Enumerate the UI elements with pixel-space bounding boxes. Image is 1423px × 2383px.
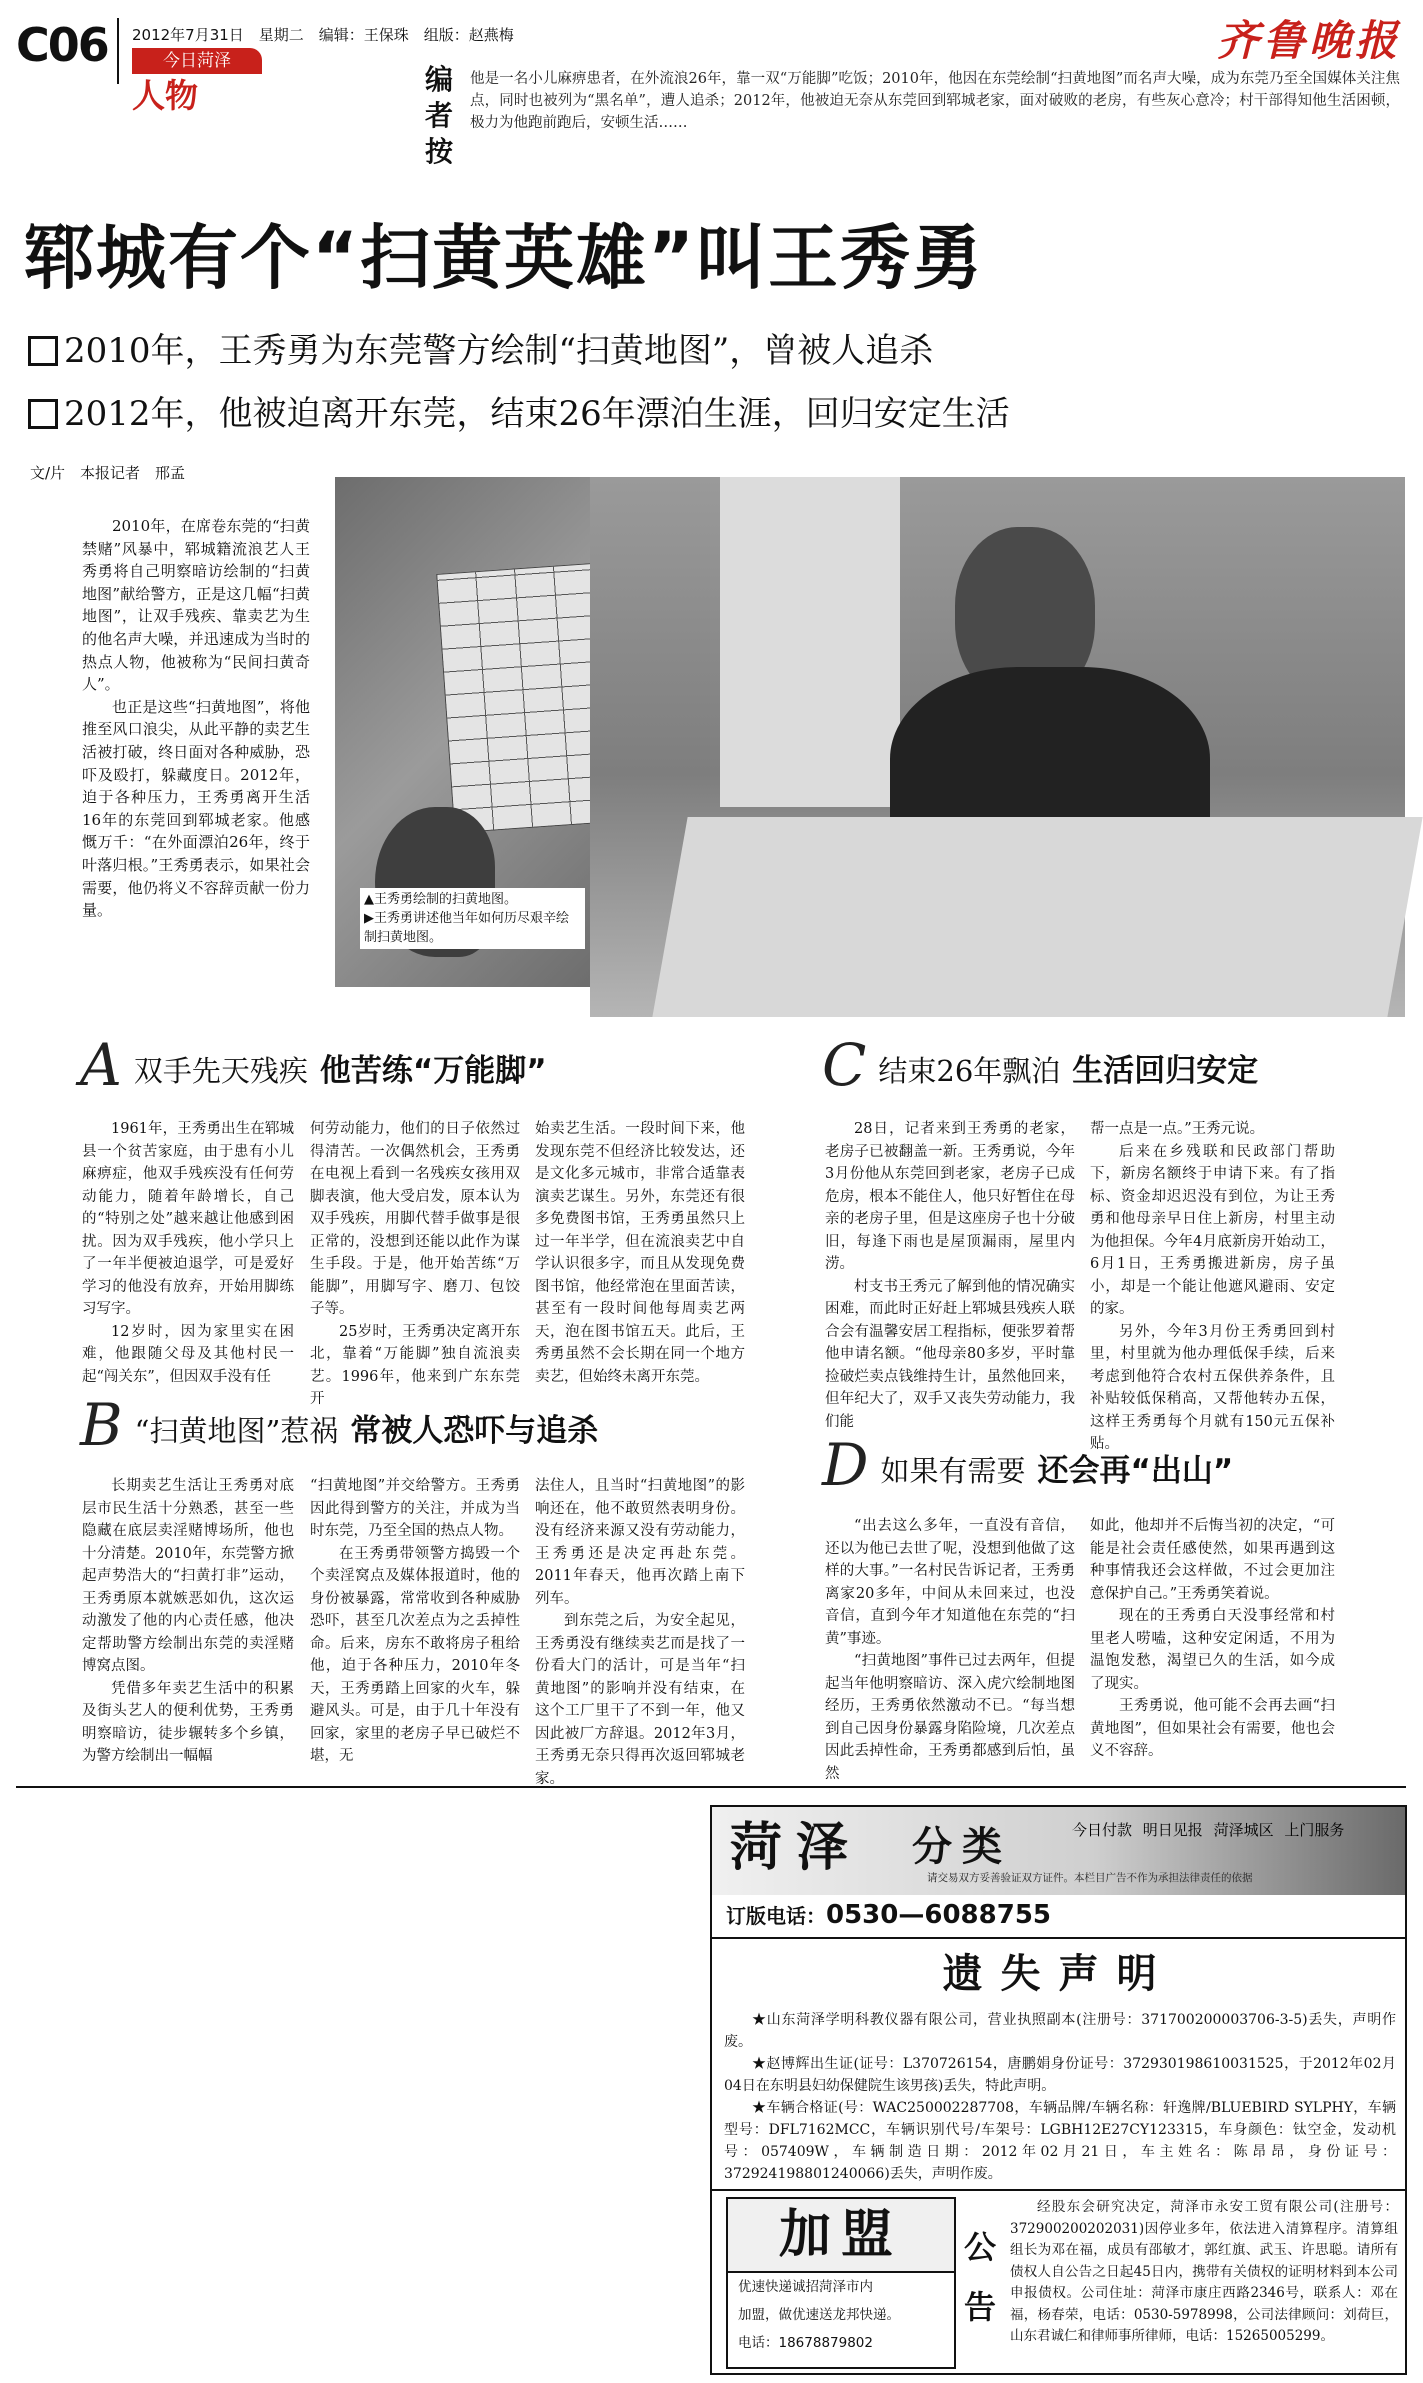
section-subtitle: 还会再“出山” bbox=[1037, 1453, 1234, 1489]
section-b-header bbox=[80, 1391, 599, 1459]
ad-slogan: 菏泽城区 bbox=[1213, 1821, 1274, 1839]
ad-banner bbox=[712, 1807, 1405, 1895]
headline: 郓城有个“扫黄英雄”叫王秀勇 bbox=[24, 217, 985, 299]
dateline: 2012年7月31日 星期二 编辑：王保珠 组版：赵燕梅 bbox=[132, 26, 514, 44]
section-b-col-2 bbox=[310, 1475, 520, 1775]
section-a-col-2 bbox=[310, 1118, 520, 1407]
paragraph: 到东莞之后，为安全起见，王秀勇没有继续卖艺而是找了一份看大门的活计，可是当年“扫黄地图”的影响并没有结束，在这个工厂里干了不到一年，他又因此被厂方辞退。2012年3月，王秀勇无奈只得再次返回郓城老家。 bbox=[535, 1613, 745, 1787]
ad-tagline: 请交易双方妥善验证双方证件。本栏目广告不作为承担法律责任的依据 bbox=[927, 1872, 1253, 1884]
section-a-header bbox=[80, 1031, 547, 1099]
ad-slogan: 明日见报 bbox=[1142, 1821, 1203, 1839]
notice-item: ★赵博辉出生证(证号：L370726154，唐鹏娟身份证号：37293019861003152​5，于2012年02月04日在东明县妇幼保健院生该男孩)丢失，特此声明。 bbox=[724, 2056, 1396, 2094]
paragraph: 帮一点是一点。”王秀元说。 bbox=[1090, 1121, 1265, 1137]
paragraph: 王秀勇说，他可能不会再去画“扫黄地图”，但如果社会有需要，他也会义不容辞。 bbox=[1090, 1698, 1335, 1759]
notice-title: 遗失声明 bbox=[942, 1950, 1175, 1997]
subhead-1 bbox=[28, 327, 933, 375]
join-line: 电话：18678879802 bbox=[738, 2335, 873, 2351]
section-subtitle: 常被人恐吓与追杀 bbox=[350, 1413, 599, 1449]
ad-phone-number: 0530—6088755 bbox=[826, 1900, 1051, 1930]
ad-slogans bbox=[1072, 1819, 1344, 1840]
section-title: “扫黄地图”惹祸 bbox=[134, 1414, 339, 1448]
editor-note-label: 编者按 bbox=[425, 63, 454, 168]
article-bottom-rule bbox=[16, 1786, 1406, 1788]
join-line: 加盟，做优速送龙邦快递。 bbox=[738, 2307, 900, 2323]
section-letter: C bbox=[822, 1031, 867, 1099]
ad-slogan: 上门服务 bbox=[1284, 1821, 1345, 1839]
section-b-col-1 bbox=[82, 1475, 294, 1775]
section-a-col-1 bbox=[82, 1118, 294, 1388]
paragraph: 25岁时，王秀勇决定离开东北，靠着“万能脚”独自流浪卖艺。1996年，他来到广东东莞开 bbox=[310, 1323, 520, 1407]
section-b-col-3 bbox=[535, 1475, 745, 1787]
section-letter: D bbox=[822, 1431, 869, 1499]
section-c-header bbox=[822, 1031, 1259, 1099]
subhead-2-text: 2012年，他被迫离开东莞，结束26年漂泊生涯，回归安定生活 bbox=[64, 394, 1010, 434]
paragraph: 如此，他却并不后悔当初的决定，“可能是社会责任感使然，如果再遇到这种事情我还会这样做，不过会更加注意保护自己。”王秀勇笑着说。 bbox=[1090, 1518, 1335, 1602]
page-number: C06 bbox=[16, 18, 108, 72]
paragraph: 始卖艺生活。一段时间下来，他发现东莞不但经济比较发达，还是文化多元城市，非常合适靠表演卖艺谋生。另外，东莞还有很多免费图书馆，王秀勇虽然只上过一年半学，但在流浪卖艺中自学认识很多字，而且从发现免费图书馆，他经常泡在里面苦读，甚至有一段时间他每周卖艺两天，泡在图书馆五天。此后，王秀勇虽然不会长期在同一个地方卖艺，但始终未离开东莞。 bbox=[535, 1121, 745, 1385]
section-tag: 今日菏泽 bbox=[132, 48, 262, 74]
section-d-col-1 bbox=[825, 1515, 1075, 1782]
ad-brand-2: 分类 bbox=[912, 1823, 1012, 1870]
paragraph: 凭借多年卖艺生活中的积累及街头艺人的便利优势，王秀勇明察暗访，徒步辗转多个乡镇，为警方绘制出一幅幅 bbox=[82, 1680, 294, 1764]
ad-divider bbox=[712, 2189, 1405, 2191]
paragraph: 长期卖艺生活让王秀勇对底层市民生活十分熟悉，甚至一些隐藏在底层卖淫赌博场所，他也十分清楚。2010年，东莞警方掀起声势浩大的“扫黄打非”运动，王秀勇原本就嫉恶如仇，这次运动激发了他的内心责任感，他决定帮助警方绘制出东莞的卖淫赌博窝点图。 bbox=[82, 1478, 294, 1674]
ad-phone bbox=[726, 1899, 1051, 1932]
intro-paragraph: 也正是这些“扫黄地图”，将他推至风口浪尖，从此平静的卖艺生活被打破，终日面对各种威胁，恐吓及殴打，躲藏度日。2012年，迫于各种压力，王秀勇离开生活16年的东莞回到郓城老家。他感慨万千：“在外面漂泊26年，终于叶落归根。”王秀勇表示，如果社会需要，他仍将义不容辞贡献一份力量。 bbox=[82, 697, 310, 920]
section-title: 如果有需要 bbox=[880, 1454, 1026, 1488]
section-subtitle: 他苦练“万能脚” bbox=[319, 1053, 547, 1089]
ad-brand: 菏泽 bbox=[730, 1817, 863, 1878]
intro-paragraph: 2010年，在席卷东莞的“扫黄禁赌”风暴中，郓城籍流浪艺人王秀勇将自己明察暗访绘制的“扫黄地图”献给警方，正是这几幅“扫黄地图”，让双手残疾、靠卖艺为生的他名声大噪，并迅速成为当时的热点人物，他被称为“民间扫黄奇人”。 bbox=[82, 517, 310, 694]
notice-item: ★车辆合格证(号：WAC250002287708，车辆品牌/车辆名称：轩逸牌/BLUEBIRD SYLPHY，车辆型号：DFL7162MCC，车辆识别代号/车架号：LGBH12E27CY123315，车身颜色：钛空金，发动机号：057409W，车辆制造日期：2012年02月21日，车主姓名：陈昂昂，身份证号：372924198801240066)丢失，声明作废。 bbox=[724, 2100, 1396, 2182]
section-letter: B bbox=[80, 1391, 123, 1459]
join-line: 优速快递诚招菏泽市内 bbox=[738, 2279, 873, 2295]
intro-column bbox=[82, 515, 310, 995]
announce-title: 公告 bbox=[964, 2228, 997, 2326]
section-letter: A bbox=[80, 1031, 122, 1099]
announce-text: 经股东会研究决定，菏泽市永安工贸有限公司(注册号：372900200202031)因停业多年，依法进入清算程序。清算组组长为邓在福，成员有邵敏才，郭红旗、武玉、许思聪。请所有债权人自公告之日起45日内，携带有关债权的证明材料到本公司申报债权。公司住址：菏泽市康庄西路2346号，联系人：邓在福，杨春荣，电话：0530-5978998，公司法律顾问：刘荷巨，山东君诚仁和律师事所律师，电话：15265005299。 bbox=[1010, 2199, 1398, 2344]
paragraph: “扫黄地图”并交给警方。王秀勇因此得到警方的关注，并成为当时东莞，乃至全国的热点人物。 bbox=[310, 1478, 520, 1539]
ad-slogan: 今日付款 bbox=[1072, 1821, 1133, 1839]
paragraph: 何劳动能力，他们的日子依然过得清苦。一次偶然机会，王秀勇在电视上看到一名残疾女孩用双脚表演，他大受启发，原本认为双手残疾，用脚代替手做事是很正常的，没想到还能以此作为谋生手段。于是，他开始苦练“万能脚”，用脚写字、磨刀、包饺子等。 bbox=[310, 1121, 520, 1317]
notice-list bbox=[724, 2009, 1396, 2185]
paragraph: 1961年，王秀勇出生在郓城县一个贫苦家庭，由于患有小儿麻痹症，他双手残疾没有任何劳动能力，随着年龄增长，自己的“特别之处”越来越让他感到困扰。因为双手残疾，他小学只上了一年半便被迫退学，可是爱好学习的他没有放弃，开始用脚练习写字。 bbox=[82, 1121, 294, 1317]
checkbox-icon bbox=[28, 399, 58, 429]
paragraph: 法住人，且当时“扫黄地图”的影响还在，他不敢贸然表明身份。没有经济来源又没有劳动能力，王秀勇还是决定再赴东莞。2011年春天，他再次踏上南下列车。 bbox=[535, 1478, 745, 1607]
paragraph: “扫黄地图”事件已过去两年，但提起当年他明察暗访、深入虎穴绘制地图经历，王秀勇依然激动不已。“每当想到自己因身份暴露身陷险境，几次差点因此丢掉性命，王秀勇都感到后怕，虽然 bbox=[825, 1653, 1075, 1782]
paragraph: 在王秀勇带领警方捣毁一个个卖淫窝点及媒体报道时，他的身份被暴露，常常收到各种威胁恐吓，甚至几次差点为之丢掉性命。后来，房东不敢将房子租给他，迫于各种压力，2010年冬天，王秀勇踏上回家的火车，躲避风头。可是，由于几十年没有回家，家里的老房子早已破烂不堪，无 bbox=[310, 1545, 520, 1764]
poster-sheet bbox=[720, 477, 900, 807]
section-d-col-2 bbox=[1090, 1515, 1335, 1777]
section-c-col-1 bbox=[825, 1118, 1075, 1430]
paragraph: 12岁时，因为家里实在困难，他跟随父母及其他村民一起“闯关东”，但因双手没有任 bbox=[82, 1323, 294, 1385]
editor-note-text: 他是一名小儿麻痹患者，在外流浪26年，靠一双“万能脚”吃饭；2010年，他因在东莞绘制“扫黄地图”而名声大噪，成为东莞乃至全国媒体关注焦点，同时也被列为“黑名单”，遭人追杀；2012年，他被迫无奈从东莞回到郓城老家，面对破败的老房，有些灰心意冷；村干部得知他生活困顿，极力为他跑前跑后，安顿生活…… bbox=[470, 71, 1400, 131]
join-box bbox=[726, 2197, 956, 2369]
join-title: 加盟 bbox=[728, 2199, 954, 2273]
classified-ad bbox=[710, 1805, 1407, 2375]
portrait-photo bbox=[590, 477, 1405, 1017]
section-name: 人物 bbox=[132, 76, 198, 115]
subhead-1-text: 2010年，王秀勇为东莞警方绘制“扫黄地图”，曾被人追杀 bbox=[64, 331, 934, 371]
section-c-col-2 bbox=[1090, 1118, 1335, 1452]
section-a-col-3 bbox=[535, 1118, 745, 1388]
section-subtitle: 生活回归安定 bbox=[1072, 1053, 1259, 1089]
ad-divider bbox=[712, 1937, 1405, 1939]
checkbox-icon bbox=[28, 336, 58, 366]
header-vertical-rule bbox=[117, 18, 119, 84]
ad-phone-label: 订版电话： bbox=[726, 1904, 826, 1928]
photo-caption bbox=[360, 888, 585, 949]
caption-2: ▶王秀勇讲述他当年如何历尽艰辛绘制扫黄地图。 bbox=[364, 911, 569, 945]
notice-item: ★山东菏泽学明科教仪器有限公司，营业执照副本(注册号：371700200003706-3-5)丢失，声明作废。 bbox=[724, 2012, 1396, 2050]
subhead-2 bbox=[28, 390, 1010, 438]
section-d-header bbox=[822, 1431, 1234, 1499]
newspapers bbox=[652, 817, 1422, 1017]
masthead-logo: 齐鲁晚报 bbox=[1216, 16, 1401, 65]
paragraph: “出去这么多年，一直没有音信，还以为他已去世了呢，没想到他做了这样的大事。”一名村民告诉记者，王秀勇离家20多年，中间从未回来过，也没音信，直到今年才知道他在东莞的“扫黄”事迹。 bbox=[825, 1518, 1075, 1647]
section-title: 双手先天残疾 bbox=[133, 1054, 308, 1088]
paragraph: 现在的王秀勇白天没事经常和村里老人唠嗑，这种安定闲适，不用为温饱发愁，渴望已久的生活，如今成了现实。 bbox=[1090, 1608, 1335, 1692]
paragraph: 后来在乡残联和民政部门帮助下，新房名额终于申请下来。有了指标、资金却迟迟没有到位，为让王秀勇和他母亲早日住上新房，村里主动为他担保。今年4月底新房开始动工，6月1日，王秀勇搬进新房，房子虽小，却是一个能让他遮风避雨、安定的家。 bbox=[1090, 1143, 1335, 1317]
caption-1: ▲王秀勇绘制的扫黄地图。 bbox=[364, 892, 517, 907]
byline: 文/片 本报记者 邢孟 bbox=[30, 464, 186, 482]
paragraph: 另外，今年3月份王秀勇回到村里，村里就为他办理低保手续，后来考虑到他符合农村五保供养条件，且补贴较低保稍高，又帮他转办五保，这样王秀勇每个月就有150元五保补贴。 bbox=[1090, 1323, 1335, 1452]
paragraph: 28日，记者来到王秀勇的老家，老房子已被翻盖一新。王秀勇说，今年3月份他从东莞回到老家，老房子已成危房，根本不能住人，他只好暂住在母亲的老房子里，但是这座房子也十分破旧，每逢下雨也是屋顶漏雨，屋里内涝。 bbox=[825, 1121, 1075, 1272]
paragraph: 村支书王秀元了解到他的情况确实困难，而此时正好赶上郓城县残疾人联合会有温馨安居工程指标，便张罗着帮他申请名额。“他母亲80多岁，平时靠捡破烂卖点钱维持生计，虽然他回来，但年纪大了，双手又丧失劳动能力，我们能 bbox=[825, 1278, 1075, 1430]
section-title: 结束26年飘泊 bbox=[878, 1054, 1061, 1088]
